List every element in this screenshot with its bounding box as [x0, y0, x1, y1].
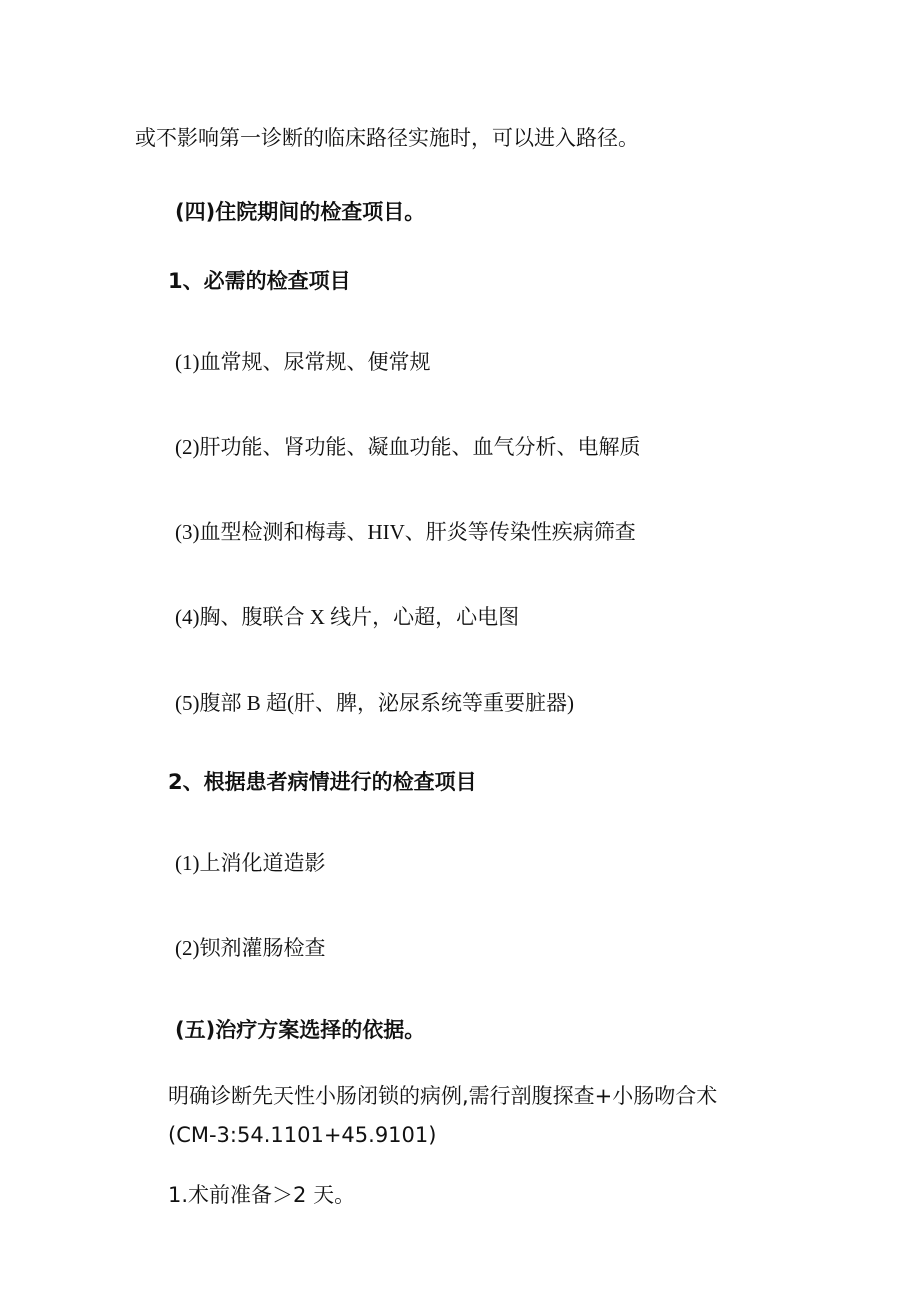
list-item: (1)血常规、尿常规、便常规: [175, 350, 431, 374]
section-heading-5: (五)治疗方案选择的依据。: [175, 1018, 426, 1042]
paragraph-text: 明确诊断先天性小肠闭锁的病例,需行剖腹探查+小肠吻合术: [168, 1084, 718, 1108]
list-item: (1)上消化道造影: [175, 851, 326, 875]
paragraph-continuation: 或不影响第一诊断的临床路径实施时，可以进入路径。: [135, 126, 639, 150]
list-item: (2)肝功能、肾功能、凝血功能、血气分析、电解质: [175, 435, 641, 459]
paragraph-text-code: (CM-3:54.1101+45.9101): [168, 1123, 437, 1147]
paragraph-text: 1.术前准备＞2 天。: [168, 1183, 356, 1207]
list-item: (3)血型检测和梅毒、HIV、肝炎等传染性疾病筛查: [175, 520, 636, 544]
list-item: (2)钡剂灌肠检查: [175, 936, 326, 960]
list-item: (4)胸、腹联合 X 线片，心超，心电图: [175, 605, 520, 629]
section-heading-4: (四)住院期间的检查项目。: [175, 200, 426, 224]
subheading-required-checks: 1、必需的检查项目: [168, 269, 351, 293]
subheading-conditional-checks: 2、根据患者病情进行的检查项目: [168, 770, 477, 794]
list-item: (5)腹部 B 超(肝、脾，泌尿系统等重要脏器): [175, 691, 574, 715]
